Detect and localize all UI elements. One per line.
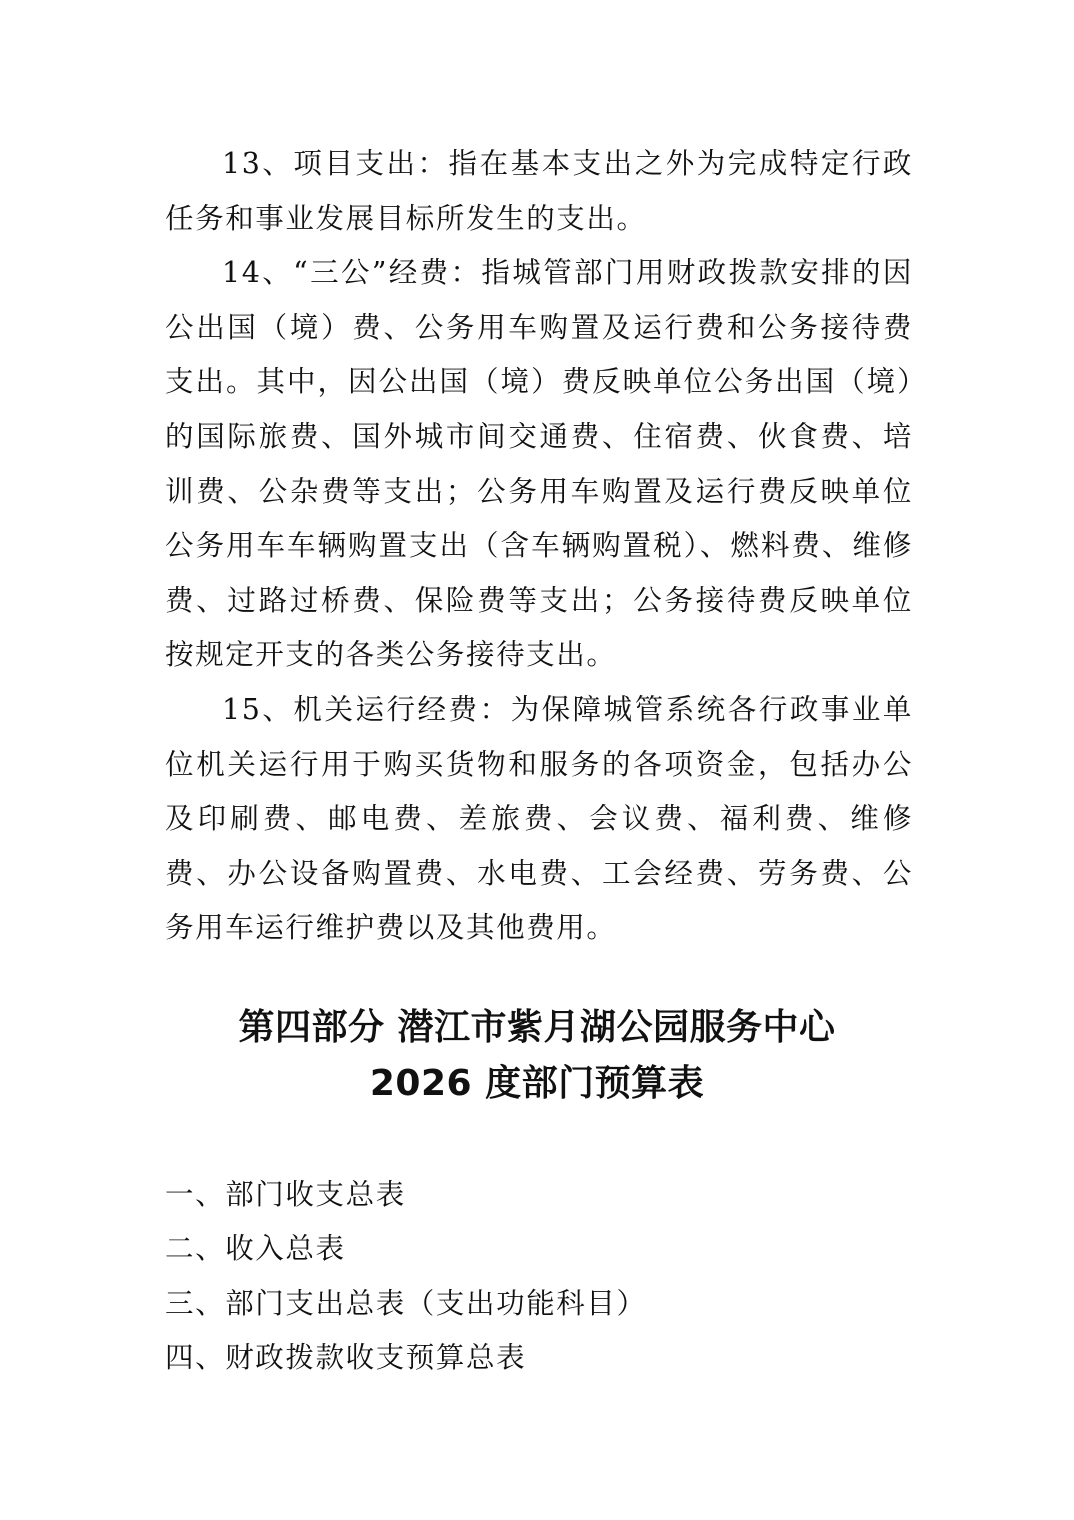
table-list [165,1168,913,1385]
table-list-item: 二、收入总表 [165,1232,346,1266]
table-list-item: 三、部门支出总表（支出功能科目） [165,1286,647,1320]
table-list-item: 四、财政拨款收支预算总表 [165,1340,527,1374]
section-heading-line-2: 2026 度部门预算表 [369,1063,705,1104]
table-list-item: 一、部门收支总表 [165,1178,406,1211]
section-heading [0,1000,1074,1112]
paragraph-14-three-public-expenses: 14、“三公”经费：指城管部门用财政拨款安排的因公出国（境）费、公务用车购置及运行费和公务接待费支出。其中，因公出国（境）费反映单位公务出国（境）的国际旅费、国外城市间交通费、住宿费、伙食费、培训费、公杂费等支出；公务用车购置及运行费反映单位公务用车车辆购置支出（含车辆购置税）、燃料费、维修费、过路过桥费、保险费等支出；公务接待费反映单位按规定开支的各类公务接待支出。 [165,256,913,672]
paragraph-15-operating-expenses: 15、机关运行经费：为保障城管系统各行政事业单位机关运行用于购买货物和服务的各项资金，包括办公及印刷费、邮电费、差旅费、会议费、福利费、维修费、办公设备购置费、水电费、工会经费、劳务费、公务用车运行维护费以及其他费用。 [165,692,913,945]
glossary-text [165,137,913,956]
section-heading-line-1: 第四部分 潜江市紫月湖公园服务中心 [238,1007,836,1048]
paragraph-13-project-expenditure: 13、项目支出：指在基本支出之外为完成特定行政任务和事业发展目标所发生的支出。 [165,147,913,235]
